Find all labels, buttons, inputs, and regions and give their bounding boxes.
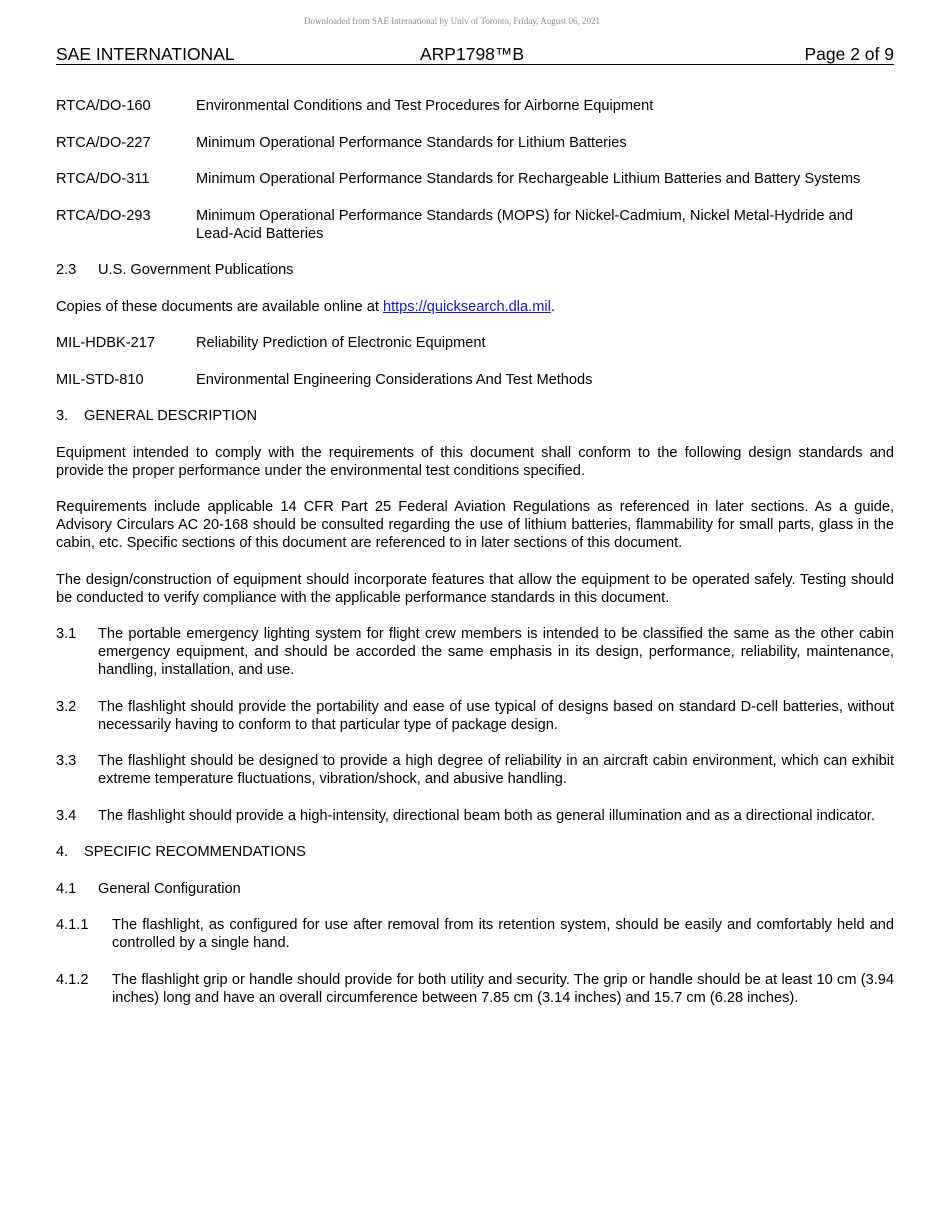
section-number: 3. — [56, 408, 69, 424]
numbered-item — [56, 698, 894, 734]
download-watermark: Downloaded from SAE International by Univ of Toronto, Friday, August 06, 2021 — [303, 16, 601, 26]
reference-title: Minimum Operational Performance Standards for Rechargeable Lithium Batteries and Battery Systems — [196, 171, 861, 187]
section-number: 2.3 — [56, 262, 77, 278]
item-number: 4.1.2 — [56, 971, 89, 988]
numbered-item — [56, 971, 894, 1007]
section-title: SPECIFIC RECOMMENDATIONS — [84, 844, 306, 860]
paragraph: Requirements include applicable 14 CFR Part 25 Federal Aviation Regulations as referenced in later sections. As a guide, Advisory Circulars AC 20-168 should be consulted regarding the use of lithium batteries, flammability for small parts, glass in the cabin, etc. Specific sections of this document are referenced to in later sections of this document. — [56, 499, 894, 551]
section-heading-4 — [56, 843, 894, 861]
reference-entry — [56, 170, 894, 188]
numbered-item — [56, 625, 894, 679]
reference-title: Environmental Conditions and Test Procedures for Airborne Equipment — [196, 98, 654, 114]
availability-period: . — [550, 298, 555, 315]
section-number: 4. — [56, 844, 69, 860]
availability-paragraph — [56, 298, 894, 316]
page-header — [56, 43, 894, 65]
item-text: The portable emergency lighting system for flight crew members is intended to be classified the same as the other cabin emergency equipment, and should be accorded the same emphasis in its design, performance, reliability, maintenance, handling, installation, and use. — [98, 626, 894, 678]
reference-title: Environmental Engineering Considerations And Test Methods — [196, 371, 593, 388]
paragraph: The design/construction of equipment should incorporate features that allow the equipment to be operated safely. Testing should be conducted to verify compliance with the applicable performance standards in this document. — [56, 571, 894, 606]
section-title: U.S. Government Publications — [98, 262, 294, 278]
reference-code: RTCA/DO-293 — [56, 207, 151, 224]
reference-code: RTCA/DO-227 — [56, 134, 151, 151]
reference-entry — [56, 97, 894, 115]
quicksearch-link[interactable]: https://quicksearch.dla.mil — [382, 298, 551, 315]
reference-entry — [56, 371, 894, 389]
numbered-item — [56, 752, 894, 788]
document-body — [56, 97, 894, 1025]
publisher-name: SAE INTERNATIONAL — [56, 44, 235, 64]
reference-title: Minimum Operational Performance Standards for Lithium Batteries — [196, 134, 627, 151]
reference-code: RTCA/DO-160 — [56, 98, 151, 114]
item-number: 3.2 — [56, 698, 77, 715]
item-number: 4.1.1 — [56, 917, 89, 933]
reference-title: Reliability Prediction of Electronic Equipment — [196, 335, 486, 351]
section-title: General Configuration — [98, 880, 241, 897]
item-text: The flashlight grip or handle should provide for both utility and security. The grip or handle should be at least 10 cm (3.94 inches) long and have an overall circumference between 7.85 cm (3.14 inches) and 15.7 cm (6.28 inches). — [112, 971, 894, 1006]
item-number: 3.1 — [56, 626, 77, 642]
section-heading-3 — [56, 407, 894, 425]
reference-entry — [56, 134, 894, 152]
numbered-item — [56, 807, 894, 825]
item-text: The flashlight should be designed to provide a high degree of reliability in an aircraft cabin environment, which can exhibit extreme temperature fluctuations, vibration/shock, and abusive handling. — [98, 753, 894, 787]
reference-entry — [56, 207, 894, 243]
section-title: GENERAL DESCRIPTION — [84, 408, 257, 424]
reference-code: MIL-HDBK-217 — [56, 335, 155, 351]
section-heading-4-1 — [56, 880, 894, 898]
section-heading-2-3 — [56, 261, 894, 279]
page-number: Page 2 of 9 — [804, 44, 894, 64]
paragraph: Equipment intended to comply with the requirements of this document shall conform to the following design standards and provide the proper performance under the environmental test conditions specified. — [56, 444, 894, 479]
reference-code: MIL-STD-810 — [56, 371, 144, 388]
numbered-item — [56, 916, 894, 952]
document-number: ARP1798™B — [420, 44, 525, 64]
item-text: The flashlight, as configured for use after removal from its retention system, should be easily and comfortably held and controlled by a single hand. — [112, 917, 894, 951]
item-text: The flashlight should provide the portability and ease of use typical of designs based on standard D-cell batteries, without necessarily having to conform to that particular type of package design. — [98, 698, 894, 733]
item-number: 3.4 — [56, 807, 77, 824]
item-number: 3.3 — [56, 753, 77, 769]
reference-title: Minimum Operational Performance Standards (MOPS) for Nickel-Cadmium, Nickel Metal-Hydride and Lead-Acid Batteries — [196, 207, 853, 242]
availability-text: Copies of these documents are available online at — [56, 298, 383, 315]
section-number: 4.1 — [56, 880, 77, 897]
reference-code: RTCA/DO-311 — [56, 171, 150, 187]
reference-entry — [56, 334, 894, 352]
item-text: The flashlight should provide a high-intensity, directional beam both as general illumination and as a directional indicator. — [98, 807, 875, 824]
